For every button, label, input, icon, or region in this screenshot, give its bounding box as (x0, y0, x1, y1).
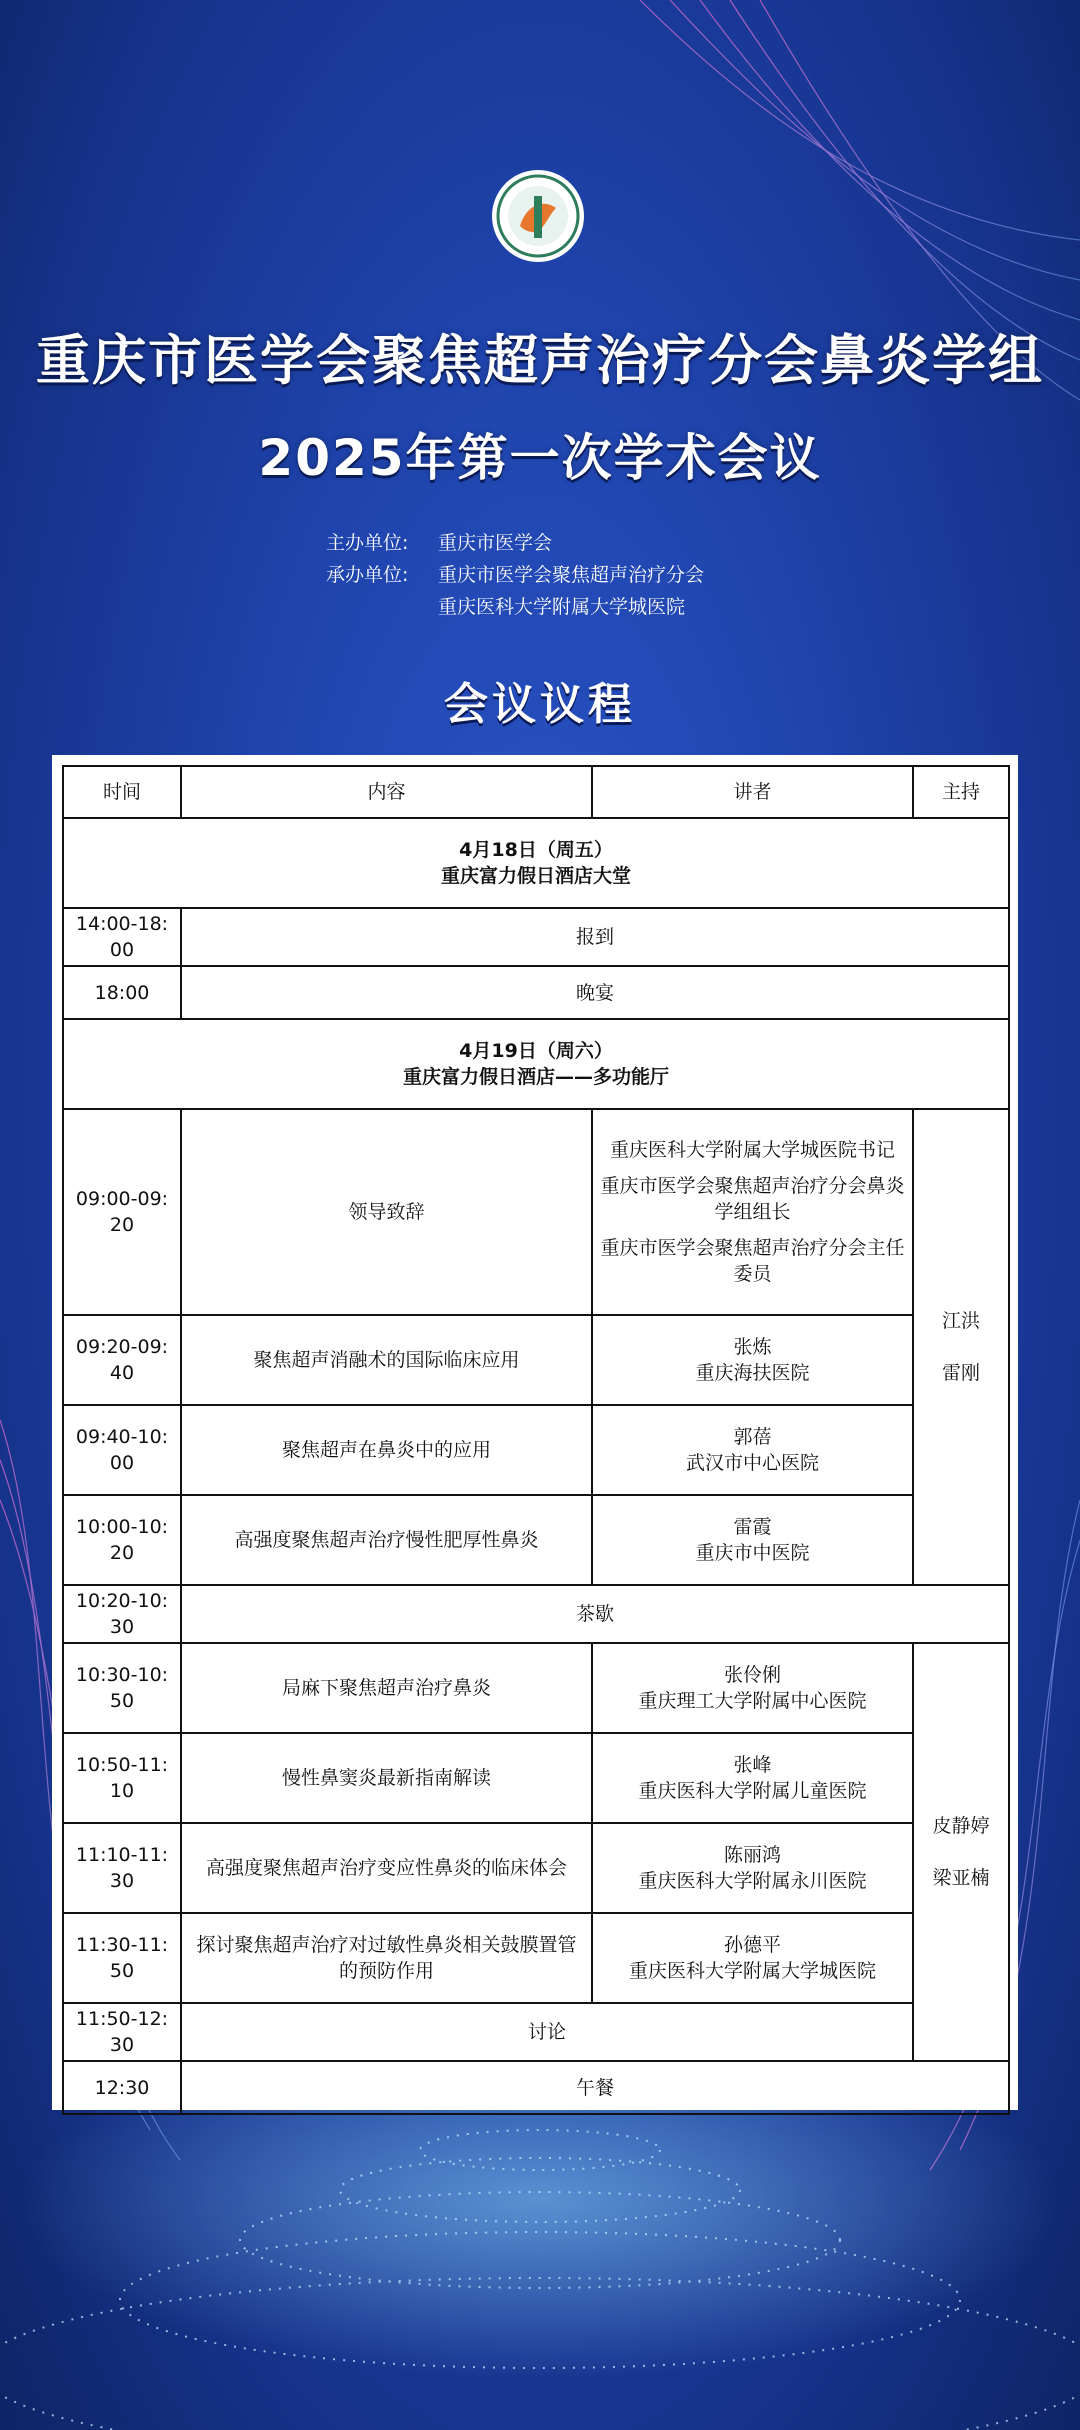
table-row (63, 1585, 1009, 1643)
speaker-line: 重庆市医学会聚焦超声治疗分会主任委员 (600, 1237, 905, 1285)
day-header-row (63, 818, 1009, 908)
speaker-name: 张炼 (733, 1336, 772, 1358)
row-time: 18:00 (63, 966, 181, 1019)
row-content: 高强度聚焦超声治疗变应性鼻炎的临床体会 (181, 1823, 592, 1913)
row-time: 09:40-10:00 (63, 1405, 181, 1495)
row-speaker (592, 1823, 913, 1913)
speaker-name: 张伶俐 (723, 1664, 781, 1686)
speaker-name: 孙德平 (723, 1934, 781, 1956)
host-cell (913, 1109, 1009, 1585)
table-row (63, 1913, 1009, 2003)
speaker-org: 重庆医科大学附属永川医院 (638, 1870, 867, 1892)
row-content: 局麻下聚焦超声治疗鼻炎 (181, 1643, 592, 1733)
row-time: 10:50-11:10 (63, 1733, 181, 1823)
row-time: 11:50-12:30 (63, 2003, 181, 2061)
row-content: 高强度聚焦超声治疗慢性肥厚性鼻炎 (181, 1495, 592, 1585)
column-header: 时间 (63, 766, 181, 818)
co-organizer-value: 重庆市医学会聚焦超声治疗分会 (438, 564, 705, 586)
host-value: 重庆市医学会 (438, 532, 553, 554)
table-row (63, 1643, 1009, 1733)
speaker-name: 陈丽鸿 (723, 1844, 781, 1866)
row-content: 聚焦超声在鼻炎中的应用 (181, 1405, 592, 1495)
table-row (63, 2003, 1009, 2061)
agenda-table-panel (52, 755, 1018, 2110)
row-speaker (592, 1643, 913, 1733)
row-speaker (592, 1913, 913, 2003)
agenda-title: 会议议程 (444, 679, 636, 730)
speaker-org: 重庆医科大学附属儿童医院 (638, 1780, 867, 1802)
row-speaker (592, 1315, 913, 1405)
speaker-org: 武汉市中心医院 (685, 1452, 819, 1474)
co-organizer-value: 重庆医科大学附属大学城医院 (438, 596, 686, 618)
row-time: 11:10-11:30 (63, 1823, 181, 1913)
host-row (326, 527, 704, 559)
row-time: 10:30-10:50 (63, 1643, 181, 1733)
speaker-line: 重庆市医学会聚焦超声治疗分会鼻炎学组组长 (600, 1175, 905, 1223)
table-row (63, 966, 1009, 1019)
speaker-name: 张峰 (733, 1754, 772, 1776)
table-row (63, 1495, 1009, 1585)
table-row (63, 1733, 1009, 1823)
day-venue: 重庆富力假日酒店——多功能厅 (402, 1066, 669, 1088)
row-content: 慢性鼻窦炎最新指南解读 (181, 1733, 592, 1823)
speaker-org: 重庆海扶医院 (695, 1362, 810, 1384)
row-time: 09:20-09:40 (63, 1315, 181, 1405)
table-row (63, 1823, 1009, 1913)
society-logo (490, 168, 586, 264)
table-row (63, 2061, 1009, 2114)
row-speaker (592, 1495, 913, 1585)
row-time: 09:00-09:20 (63, 1109, 181, 1315)
agenda-table (62, 765, 1010, 2115)
column-header: 讲者 (592, 766, 913, 818)
row-content: 领导致辞 (181, 1109, 592, 1315)
day-header-row (63, 1019, 1009, 1109)
day-date: 4月19日（周六） (459, 1040, 613, 1062)
sub-title: 2025年第一次学术会议 (258, 429, 822, 487)
day-venue: 重庆富力假日酒店大堂 (440, 865, 631, 887)
row-content: 讨论 (181, 2003, 913, 2061)
speaker-org: 重庆市中医院 (695, 1542, 810, 1564)
row-time: 10:00-10:20 (63, 1495, 181, 1585)
host-name: 皮静婷 (932, 1815, 990, 1837)
speaker-line: 重庆医科大学附属大学城医院书记 (609, 1139, 895, 1161)
row-speaker (592, 1733, 913, 1823)
host-name: 梁亚楠 (932, 1867, 990, 1889)
row-speakers (592, 1109, 913, 1315)
host-name: 雷刚 (941, 1362, 980, 1384)
table-row (63, 1109, 1009, 1315)
column-header: 内容 (181, 766, 592, 818)
host-label: 主办单位: (326, 532, 409, 554)
row-time: 14:00-18:00 (63, 908, 181, 966)
speaker-org: 重庆医科大学附属大学城医院 (628, 1960, 876, 1982)
organizers (326, 527, 704, 623)
day-date: 4月18日（周五） (459, 839, 613, 861)
main-title: 重庆市医学会聚焦超声治疗分会鼻炎学组 (36, 329, 1044, 392)
column-header: 主持 (913, 766, 1009, 818)
row-time: 11:30-11:50 (63, 1913, 181, 2003)
table-header-row (63, 766, 1009, 818)
row-time: 10:20-10:30 (63, 1585, 181, 1643)
host-cell (913, 1643, 1009, 2061)
co-organizer-label: 承办单位: (326, 564, 409, 586)
row-content: 报到 (181, 908, 1009, 966)
table-row (63, 1315, 1009, 1405)
speaker-name: 郭蓓 (733, 1426, 772, 1448)
table-row (63, 1405, 1009, 1495)
row-content: 晚宴 (181, 966, 1009, 1019)
row-content: 茶歇 (181, 1585, 1009, 1643)
host-name: 江洪 (941, 1310, 980, 1332)
row-content: 探讨聚焦超声治疗对过敏性鼻炎相关鼓膜置管的预防作用 (181, 1913, 592, 2003)
row-speaker (592, 1405, 913, 1495)
row-content: 午餐 (181, 2061, 1009, 2114)
co-organizer-row (326, 559, 704, 623)
row-time: 12:30 (63, 2061, 181, 2114)
row-content: 聚焦超声消融术的国际临床应用 (181, 1315, 592, 1405)
table-row (63, 908, 1009, 966)
speaker-name: 雷霞 (733, 1516, 772, 1538)
speaker-org: 重庆理工大学附属中心医院 (638, 1690, 867, 1712)
